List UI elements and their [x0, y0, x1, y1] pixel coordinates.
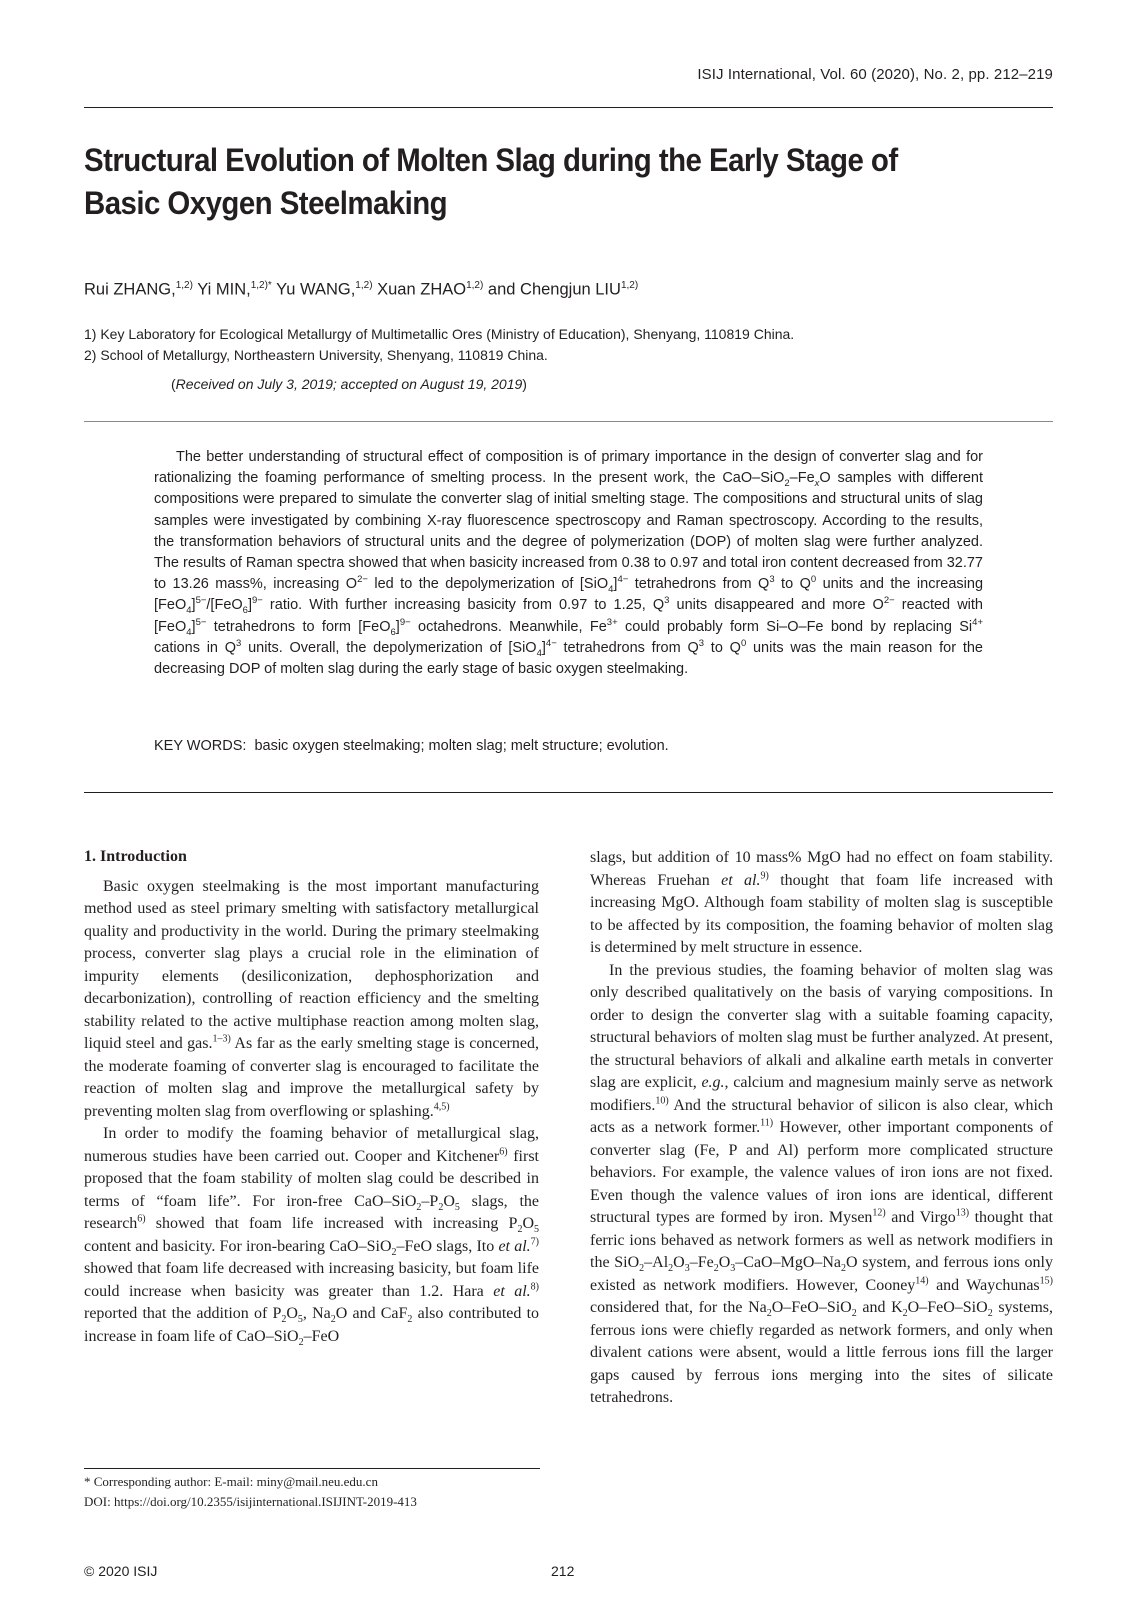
- received-dates: (Received on July 3, 2019; accepted on August 19, 2019): [171, 376, 527, 392]
- affiliation-1: 1) Key Laboratory for Ecological Metallurgy of Multimetallic Ores (Ministry of Education), Shenyang, 110819 China.: [84, 326, 795, 342]
- journal-reference: ISIJ International, Vol. 60 (2020), No. 2, pp. 212–219: [697, 66, 1053, 83]
- author-affiliation-mark: 1,2): [175, 280, 193, 291]
- author-affiliation-mark: 1,2): [620, 280, 639, 291]
- author-name: Rui ZHANG,: [84, 280, 176, 299]
- corresponding-author-note: * Corresponding author: E-mail: miny@mail.neu.edu.cn: [84, 1474, 378, 1489]
- title-line-1: Structural Evolution of Molten Slag during the Early Stage of: [84, 142, 898, 178]
- header-rule: [84, 107, 1053, 108]
- footer-copyright: © 2020 ISIJ: [84, 1563, 158, 1579]
- affiliation-2: 2) School of Metallurgy, Northeastern University, Shenyang, 110819 China.: [84, 347, 548, 363]
- body-column-right: [590, 847, 1053, 1410]
- title-line-2: Basic Oxygen Steelmaking: [84, 185, 448, 221]
- received-text: Received on July 3, 2019; accepted on August 19, 2019: [175, 376, 523, 392]
- keywords-text: basic oxygen steelmaking; molten slag; melt structure; evolution.: [254, 738, 669, 754]
- author-name: and Chengjun LIU: [487, 280, 621, 299]
- page-number: 212: [551, 1563, 575, 1579]
- section-heading: 1. Introduction: [84, 848, 187, 865]
- keywords: [154, 738, 669, 754]
- body-paragraph: Basic oxygen steelmaking is the most important manufacturing method used as steel primary smelting with satisfactory metallurgical quality and productivity in the world. During the primary steelmaking process, converter slag plays a crucial role in the elimination of impurity elements (desiliconization, dephosphorization and decarbonization), controlling of reaction efficiency and the smelting stability related to the active multiphase reaction among molten slag, liquid steel and gas.$^{1-3)}$ As far as the early smelting stage is concerned, the moderate foaming of converter slag is encouraged to facilitate the reaction of molten slag and improve the metallurgical safety by preventing molten slag from overflowing or splashing.$^{4,5)}$: [84, 877, 539, 1120]
- doi-note: DOI: https://doi.org/10.2355/isijinternational.ISIJINT-2019-413: [84, 1494, 417, 1509]
- keywords-label: KEY WORDS:: [154, 738, 247, 754]
- abstract-top-rule: [84, 421, 1053, 422]
- body-column-left: [84, 846, 539, 1348]
- author-affiliation-mark: 1,2): [466, 280, 484, 291]
- paper-title: [84, 139, 967, 225]
- author-affiliation-mark: 1,2): [355, 280, 373, 291]
- author-name: Xuan ZHAO: [377, 280, 467, 299]
- body-paragraph: In the previous studies, the foaming behavior of molten slag was only described qualitatively on the basis of varying compositions. In order to design the converter slag with a suitable foaming capacity, structural behaviors of molten slag must be further analyzed. At present, the structural behaviors of alkali and alkaline earth metals in converter slag are explicit, e.g., calcium and magnesium mainly serve as network modifiers.$^{10)}$ And the structural behavior of silicon is also clear, which acts as a network former.$^{11)}$ However, other important components of converter slag (Fe, P and Al) perform more complicated structure behaviors. For example, the valence values of iron ions are not fixed. Even though the valence values of iron ions are identical, different structural types are formed by iron. Mysen$^{12)}$ and Virgo$^{13)}$ thought that ferric ions behaved as network formers as well as network modifiers in the $SiO_2-Al_2O_3-Fe_2O_3-CaO-MgO-Na_2O$ system, and ferrous ions only existed as network modifiers. However, Cooney$^{14)}$ and Waychunas$^{15)}$ considered that, for the $Na_2O-FeO-SiO_2$ and $K_2O-FeO-SiO_2$ systems, ferrous ions were chiefly regarded as network formers, and only when divalent cations were absent, would a little ferrous ions fill the larger gaps caused by ferrous ions merging into the sites of silicate tetrahedrons.: [590, 961, 1053, 1406]
- abstract-bottom-rule: [84, 792, 1053, 793]
- footnotes: [84, 1472, 417, 1512]
- author-name: Yu WANG,: [276, 280, 356, 299]
- affiliations: [84, 324, 794, 366]
- body-paragraph: In order to modify the foaming behavior of metallurgical slag, numerous studies have been carried out. Cooper and Kitchener$^{6)}$ first proposed that the foam stability of molten slag could be described in terms of “foam life”. For iron-free CaO–$SiO_2-P_2O_5$ slags, the research$^{6)}$ showed that foam life increased with increasing $P_2O_5$ content and basicity. For iron-bearing CaO–SiO$_2$–FeO slags, Ito et al.$^{7)}$ showed that foam life decreased with increasing basicity, but foam life could increase when basicity was greater than 1.2. Hara et al.$^{8)}$ reported that the addition of $P_2O_5$, $Na_2O$ and CaF$_2$ also contributed to increase in foam life of CaO–SiO$_2$–FeO: [84, 1125, 540, 1348]
- author-list: [84, 280, 638, 300]
- abstract: The better understanding of structural effect of composition is of primary importance in the design of converter slag and for rationalizing the foaming performance of smelting process. In the present work, the CaO–$SiO_2-Fe_xO$ samples with different compositions were prepared to simulate the converter slag of initial smelting stage. The compositions and structural units of slag samples were investigated by combining X-ray fluorescence spectroscopy and Raman spectroscopy. According to the results, the transformation behaviors of structural units and the degree of polymerization (DOP) of molten slag were further analyzed. The results of Raman spectra showed that when basicity increased from 0.38 to 0.97 and total iron content decreased from 32.77 to 13.26 mass%, increasing $O^{2-}$ led to the depolymerization of $[SiO_4]^{4-}$ tetrahedrons from $Q^3$ to $Q^0$ units and the increasing $[FeO_4]^{5-}/[FeO_6]^{9-}$ ratio. With further increasing basicity from 0.97 to 1.25, $Q^3$ units disappeared and more $O^{2-}$ reacted with $[FeO_4]^{5-}$ tetrahedrons to form $[FeO_6]^{9-}$ octahedrons. Meanwhile, $Fe^{3+}$ could probably form Si–O–Fe bond by replacing $Si^{4+}$ cations in $Q^3$ units. Overall, the depolymerization of $[SiO_4]^{4-}$ tetrahedrons from $Q^3$ to $Q^0$ units was the main reason for the decreasing DOP of molten slag during the early stage of basic oxygen steelmaking.: [154, 449, 984, 678]
- author-affiliation-mark: 1,2)*: [250, 280, 272, 291]
- author-name: Yi MIN,: [197, 280, 251, 299]
- body-paragraph: slags, but addition of 10 mass% MgO had no effect on foam stability. Whereas Fruehan et al.$^{9)}$ thought that foam life increased with increasing MgO. Although foam stability of molten slag is susceptible to be affected by its composition, the foaming behavior of molten slag is determined by melt structure in essence.: [590, 849, 1054, 956]
- footnote-rule: [84, 1468, 540, 1469]
